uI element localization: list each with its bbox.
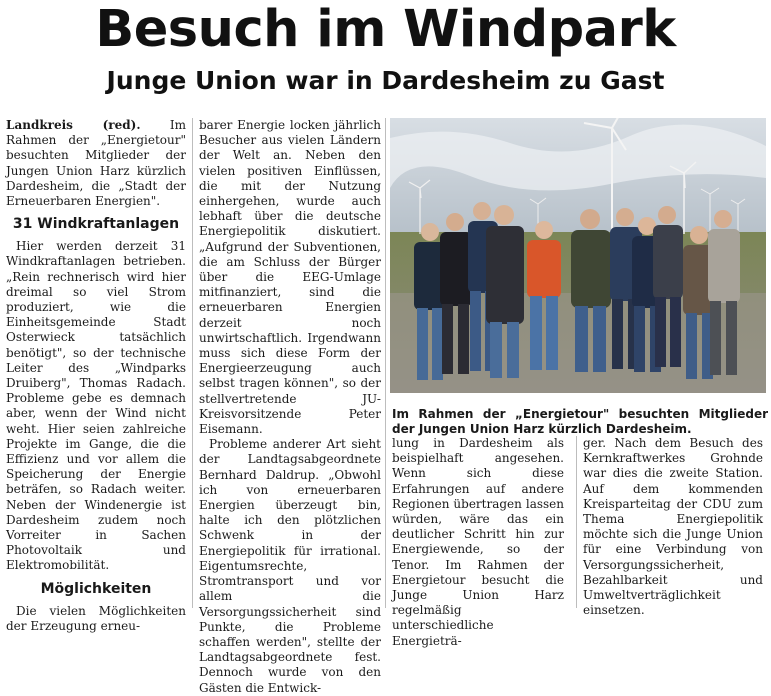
lead-paragraph (6, 118, 186, 209)
body-paragraph: ger. Nach dem Besuch des Kernkraftwerkes Grohnde war dies die zweite Station. Auf dem kommenden Kreisparteitag der CDU zum Thema Energiepolitik möchte sich die Junge Union für eine Verbindung von Versorgungssicherheit, Bezahlbarkeit und Umweltverträglichkeit einsetzen. (583, 436, 763, 618)
section-heading: Möglichkeiten (40, 580, 152, 597)
article-column-2 (199, 118, 381, 696)
body-paragraph: Hier werden derzeit 31 Windkraftanlagen betrieben. „Rein rechnerisch wird hier dreimal so viel Strom produziert, wie die Einheitsgemeinde Stadt Osterwieck tatsächlich benötigt", so der technische Leiter des „Windparks Druiberg", Thomas Radach. Probleme gebe es demnach aber, wenn der Wind nicht weht. Hier seien zahlreiche Projekte im Gange, die die Effizienz und vor allem die Speicherung der Energie beträfen, so Radach weiter. Neben der Windenergie ist Dardesheim zudem noch Vorreiter in Sachen Photovoltaik und Elektromobilität. (6, 239, 186, 573)
body-paragraph: Probleme anderer Art sieht der Landtagsabgeordnete Bernhard Daldrup. „Obwohl ich von erneuerbaren Energien überzeugt bin, halte ich den plötzlichen Schwenk in der Energiepolitik für irrational. Eigentumsrechte, Stromtransport und vor allem die Versorgungssicherheit sind Punkte, die Probleme schaffen werden", stellte der Landtagsabgeordnete fest. Dennoch wurde von den Gästen die Entwick- (199, 437, 381, 695)
section-heading: 31 Windkraftanlagen (12, 216, 180, 233)
column-divider (576, 436, 577, 608)
body-paragraph: barer Energie locken jährlich Besucher aus vielen Ländern der Welt an. Neben den vielen positiven Einflüssen, die mit der Nutzung einhergehen, wurde auch lebhaft über die deutsche Energiepolitik diskutiert. „Aufgrund der Subventionen, die am Schluss der Bürger über die EEG-Umlage mitfinanziert, sind die erneuerbaren Energien derzeit noch unwirtschaftlich. Irgendwann muss sich diese Form der Energieerzeugung auch selbst tragen können", so der stellvertretende JU-Kreisvorsitzende Peter Eisemann. (199, 118, 381, 437)
article-column-3 (392, 436, 564, 649)
body-paragraph: lung in Dardesheim als beispielhaft angesehen. Wenn sich diese Erfahrungen auf andere Regionen übertragen lassen würden, wäre das ein deutlicher Schritt hin zur Energiewende, so der Tenor. Im Rahmen der Energietour besucht die Junge Union Harz regelmäßig unterschiedliche Energieträ- (392, 436, 564, 648)
photo-caption: Im Rahmen der „Energietour" besuchten Mitglieder der Jungen Union Harz kürzlich Dardesheim. (392, 407, 768, 436)
lead-text: Im Rahmen der „Energietour" besuchten Mitglieder der Jungen Union Harz kürzlich Dardesheim, die „Stadt der Erneuerbaren Energien". (6, 118, 186, 209)
column-divider (192, 118, 193, 608)
article-column-1 (6, 118, 186, 634)
article-subheadline: Junge Union war in Dardesheim zu Gast (106, 66, 665, 95)
body-paragraph: Die vielen Möglichkeiten der Erzeugung erneu- (6, 603, 186, 633)
article-headline: Besuch im Windpark (95, 0, 676, 59)
article-column-4 (583, 436, 763, 618)
group-photo (390, 118, 766, 393)
column-divider (385, 118, 386, 608)
dateline: Landkreis (red). (6, 118, 141, 132)
